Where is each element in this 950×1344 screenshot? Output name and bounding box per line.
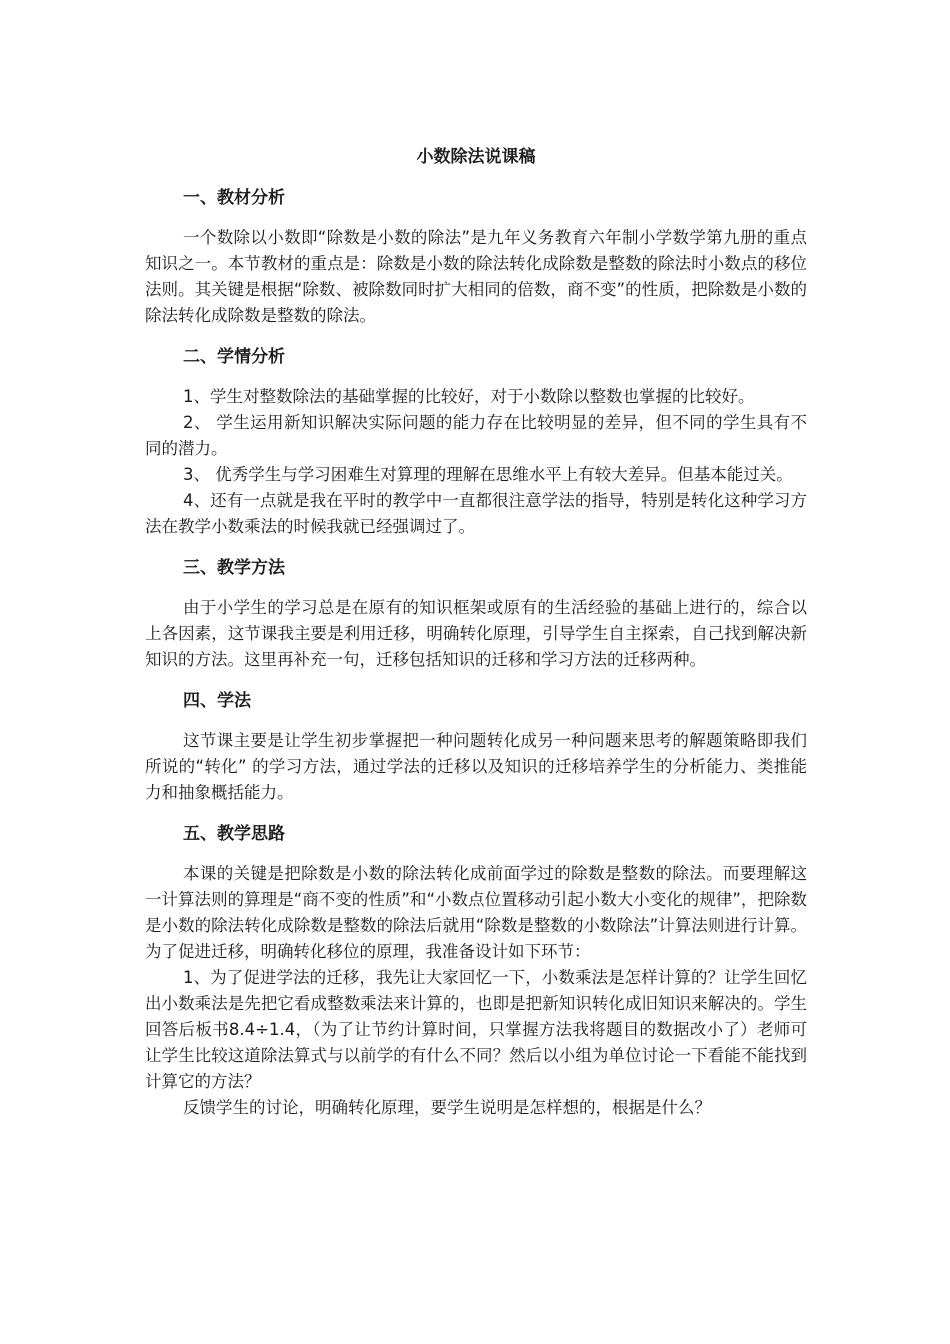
section-1-paragraph-1: 一个数除以小数即“除数是小数的除法”是九年义务教育六年制小学数学第九册的重点知识之一。本节教材的重点是：除数是小数的除法转化成除数是整数的除法时小数点的移位法则。其关键是根据“除数、被除数同时扩大相同的倍数，商不变”的性质，把除数是小数的除法转化成除数是整数的除法。 — [145, 228, 807, 325]
section-heading-3: 三、教学方法 — [183, 558, 285, 578]
section-heading-4: 四、学法 — [183, 691, 251, 711]
section-5-paragraph-2: 1、为了促进学法的迁移，我先让大家回忆一下，小数乘法是怎样计算的？让学生回忆出小数乘法是先把它看成整数乘法来计算的，也即是把新知识转化成旧知识来解决的。学生回答后板书8.4÷1.4，（为了让节约计算时间，只掌握方法我将题目的数据改小了）老师可让学生比较这道除法算式与以前学的有什么不同？然后以小组为单位讨论一下看能不能找到计算它的方法？ — [145, 968, 807, 1091]
section-heading-1: 一、教材分析 — [183, 188, 285, 208]
section-2-paragraph-1: 1、学生对整数除法的基础掌握的比较好，对于小数除以整数也掌握的比较好。 — [183, 387, 755, 406]
section-5-paragraph-3: 反馈学生的讨论，明确转化原理，要学生说明是怎样想的，根据是什么？ — [183, 1098, 711, 1117]
document-title: 小数除法说课稿 — [416, 147, 536, 167]
section-2-paragraph-3: 3、 优秀学生与学习困难生对算理的理解在思维水平上有较大差异。但基本能过关。 — [183, 465, 793, 484]
section-4-paragraph-1: 这节课主要是让学生初步掌握把一种问题转化成另一种问题来思考的解题策略即我们所说的“转化” 的学习方法，通过学法的迁移以及知识的迁移培养学生的分析能力、类推能力和抽象概括能力。 — [145, 731, 807, 802]
section-3-paragraph-1: 由于小学生的学习总是在原有的知识框架或原有的生活经验的基础上进行的，综合以上各因素，这节课我主要是利用迁移，明确转化原理，引导学生自主探索，自己找到解决新知识的方法。这里再补充一句，迁移包括知识的迁移和学习方法的迁移两种。 — [145, 598, 807, 669]
section-5-paragraph-1: 本课的关键是把除数是小数的除法转化成前面学过的除数是整数的除法。而要理解这一计算法则的算理是“商不变的性质”和“小数点位置移动引起小数大小变化的规律”，把除数是小数的除法转化成除数是整数的除法后就用“除数是整数的小数除法”计算法则进行计算。为了促进迁移，明确转化移位的原理，我准备设计如下环节： — [145, 864, 807, 961]
section-2-paragraph-4: 4、还有一点就是我在平时的教学中一直都很注意学法的指导，特别是转化这种学习方法在教学小数乘法的时候我就已经强调过了。 — [145, 491, 807, 536]
section-2-paragraph-2: 2、 学生运用新知识解决实际问题的能力存在比较明显的差异，但不同的学生具有不同的潜力。 — [145, 413, 807, 458]
section-heading-2: 二、学情分析 — [183, 347, 285, 367]
section-heading-5: 五、教学思路 — [183, 824, 285, 844]
document-content — [145, 143, 807, 1121]
